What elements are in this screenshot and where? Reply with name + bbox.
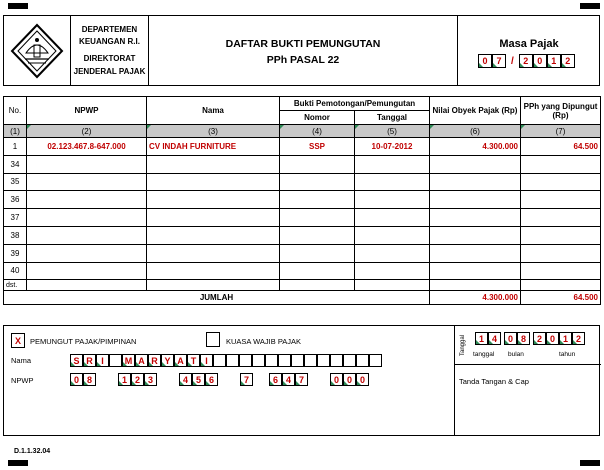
date-digit-box[interactable]: 8 xyxy=(517,332,530,345)
pemungut-checkbox[interactable]: X xyxy=(11,333,25,348)
dept-line-3: DIREKTORAT xyxy=(83,54,136,63)
dept-line-2: KEUANGAN R.I. xyxy=(79,37,140,46)
bukti-pemungutan-table xyxy=(3,96,601,305)
cell-pph[interactable] xyxy=(521,173,601,191)
nama-char-box[interactable] xyxy=(239,354,252,367)
cell-no[interactable]: 40 xyxy=(4,262,27,280)
col-number: (6) xyxy=(430,125,521,138)
cell-no[interactable]: 39 xyxy=(4,244,27,262)
cell-nomor[interactable] xyxy=(280,155,355,173)
col-header-nomor: Nomor xyxy=(280,111,355,125)
npwp-digit-box[interactable]: 8 xyxy=(83,373,96,386)
cell-nomor[interactable]: SSP xyxy=(280,138,355,156)
masa-separator: / xyxy=(511,55,514,67)
cell-nilai[interactable] xyxy=(430,262,521,280)
cell-nilai[interactable] xyxy=(430,226,521,244)
cell-nomor[interactable] xyxy=(280,173,355,191)
form-subtitle: PPh PASAL 22 xyxy=(266,54,340,66)
table-row xyxy=(4,262,601,280)
npwp-digit-box[interactable]: 0 xyxy=(356,373,369,386)
cell-npwp[interactable] xyxy=(27,173,147,191)
cell-nilai[interactable]: 4.300.000 xyxy=(430,138,521,156)
title-cell xyxy=(149,16,458,85)
nama-char-box[interactable]: I xyxy=(96,354,109,367)
date-sub-tahun: tahun xyxy=(559,351,576,358)
nama-char-box[interactable]: T xyxy=(187,354,200,367)
date-digit-box[interactable]: 1 xyxy=(475,332,488,345)
col-header-nilai: Nilai Obyek Pajak (Rp) xyxy=(430,97,521,125)
npwp-digit-box[interactable]: 7 xyxy=(240,373,253,386)
logo-cell xyxy=(4,16,71,85)
col-number: (3) xyxy=(147,125,280,138)
nama-char-box[interactable] xyxy=(252,354,265,367)
col-header-no: No. xyxy=(4,97,27,125)
npwp-group xyxy=(118,373,157,386)
signature-section xyxy=(3,325,600,436)
date-signature-panel xyxy=(455,326,601,435)
cell-npwp[interactable]: 02.123.467.8-647.000 xyxy=(27,138,147,156)
npwp-label: NPWP xyxy=(11,376,34,385)
cell-pph[interactable] xyxy=(521,262,601,280)
cell-nama[interactable] xyxy=(147,155,280,173)
cell-tanggal[interactable] xyxy=(355,226,430,244)
cell-pph[interactable]: 64.500 xyxy=(521,138,601,156)
npwp-digit-box[interactable]: 0 xyxy=(70,373,83,386)
cell-npwp[interactable] xyxy=(27,155,147,173)
masa-year-digit[interactable]: 0 xyxy=(533,54,547,68)
kuasa-checkbox[interactable] xyxy=(206,332,220,347)
masa-pajak-cell xyxy=(458,16,600,85)
cell-tanggal[interactable]: 10-07-2012 xyxy=(355,138,430,156)
date-sub-bulan: bulan xyxy=(508,351,524,358)
table-row xyxy=(4,155,601,173)
cell-pph[interactable] xyxy=(521,155,601,173)
npwp-digit-box[interactable]: 1 xyxy=(118,373,131,386)
col-header-bukti: Bukti Pemotongan/Pemungutan xyxy=(280,97,430,111)
table-row xyxy=(4,138,601,156)
nama-char-box[interactable] xyxy=(291,354,304,367)
nama-char-box[interactable] xyxy=(226,354,239,367)
nama-char-box[interactable]: A xyxy=(135,354,148,367)
nama-char-box[interactable] xyxy=(213,354,226,367)
corner-mark-top-left xyxy=(8,3,28,9)
col-header-nama: Nama xyxy=(147,97,280,125)
table-row xyxy=(4,226,601,244)
npwp-digit-box[interactable]: 4 xyxy=(179,373,192,386)
npwp-digit-box[interactable]: 0 xyxy=(330,373,343,386)
date-digit-box[interactable]: 2 xyxy=(533,332,546,345)
cell-npwp[interactable] xyxy=(27,191,147,209)
cell-no[interactable]: 38 xyxy=(4,226,27,244)
nama-char-box[interactable] xyxy=(369,354,382,367)
cell-tanggal[interactable] xyxy=(355,262,430,280)
cell-pph[interactable] xyxy=(521,209,601,227)
masa-pajak-label: Masa Pajak xyxy=(499,38,559,50)
garuda-emblem-icon xyxy=(9,23,65,79)
npwp-digit-box[interactable]: 3 xyxy=(144,373,157,386)
date-input[interactable] xyxy=(475,332,585,345)
corner-mark-bottom-left xyxy=(8,460,28,466)
table-row xyxy=(4,244,601,262)
dst-row xyxy=(4,280,601,291)
cell-npwp[interactable] xyxy=(27,262,147,280)
dst-cell xyxy=(430,280,521,291)
cell-nomor[interactable] xyxy=(280,244,355,262)
dst-cell xyxy=(27,280,147,291)
npwp-digit-box[interactable]: 5 xyxy=(192,373,205,386)
dept-line-4: JENDERAL PAJAK xyxy=(73,67,146,76)
dst-cell xyxy=(355,280,430,291)
cell-no[interactable]: 1 xyxy=(4,138,27,156)
npwp-group xyxy=(179,373,218,386)
cell-nilai[interactable] xyxy=(430,173,521,191)
cell-npwp[interactable] xyxy=(27,244,147,262)
npwp-group xyxy=(70,373,96,386)
tanggal-vertical-label: Tanggal xyxy=(460,334,466,356)
npwp-digit-box[interactable]: 6 xyxy=(205,373,218,386)
cell-nama[interactable]: CV INDAH FURNITURE xyxy=(147,138,280,156)
dst-cell xyxy=(521,280,601,291)
npwp-group xyxy=(330,373,369,386)
dst-cell xyxy=(280,280,355,291)
cell-nomor[interactable] xyxy=(280,209,355,227)
cell-pph[interactable] xyxy=(521,244,601,262)
signature-label: Tanda Tangan & Cap xyxy=(459,377,529,386)
nama-char-box[interactable]: A xyxy=(174,354,187,367)
col-header-tanggal: Tanggal xyxy=(355,111,430,125)
corner-mark-bottom-right xyxy=(580,460,600,466)
cell-no[interactable]: 37 xyxy=(4,209,27,227)
cell-nilai[interactable] xyxy=(430,155,521,173)
cell-nomor[interactable] xyxy=(280,191,355,209)
nama-char-box[interactable]: M xyxy=(122,354,135,367)
date-digit-box[interactable]: 0 xyxy=(504,332,517,345)
masa-pajak-value xyxy=(478,54,575,68)
form-header xyxy=(3,15,600,86)
form-title: DAFTAR BUKTI PEMUNGUTAN xyxy=(225,38,381,50)
nama-char-box[interactable] xyxy=(109,354,122,367)
cell-npwp[interactable] xyxy=(27,226,147,244)
nama-char-box[interactable]: R xyxy=(148,354,161,367)
cell-nomor[interactable] xyxy=(280,226,355,244)
nama-char-box[interactable] xyxy=(304,354,317,367)
col-header-npwp: NPWP xyxy=(27,97,147,125)
npwp-group xyxy=(269,373,308,386)
col-number: (1) xyxy=(4,125,27,138)
jumlah-total-pph: 64.500 xyxy=(521,291,601,305)
dept-line-1: DEPARTEMEN xyxy=(81,25,138,34)
column-number-row xyxy=(4,125,601,138)
npwp-digit-box[interactable]: 4 xyxy=(282,373,295,386)
npwp-digit-box[interactable]: 7 xyxy=(295,373,308,386)
date-digit-box[interactable]: 0 xyxy=(546,332,559,345)
cell-nilai[interactable] xyxy=(430,191,521,209)
corner-mark-top-right xyxy=(580,3,600,9)
nama-char-box[interactable] xyxy=(265,354,278,367)
cell-nama[interactable] xyxy=(147,226,280,244)
masa-year-digit[interactable]: 2 xyxy=(561,54,575,68)
cell-nilai[interactable] xyxy=(430,209,521,227)
npwp-group xyxy=(240,373,253,386)
npwp-digit-box[interactable]: 0 xyxy=(343,373,356,386)
cell-npwp[interactable] xyxy=(27,209,147,227)
jumlah-total-nilai: 4.300.000 xyxy=(430,291,521,305)
cell-nama[interactable] xyxy=(147,191,280,209)
dst-cell xyxy=(147,280,280,291)
nama-char-box[interactable] xyxy=(343,354,356,367)
cell-nomor[interactable] xyxy=(280,262,355,280)
nama-char-box[interactable] xyxy=(317,354,330,367)
date-sub-tanggal: tanggal xyxy=(473,351,495,358)
nama-char-box[interactable] xyxy=(330,354,343,367)
table-row xyxy=(4,209,601,227)
nama-char-box[interactable]: I xyxy=(200,354,213,367)
cell-nama[interactable] xyxy=(147,262,280,280)
col-number: (4) xyxy=(280,125,355,138)
table-row xyxy=(4,191,601,209)
cell-nama[interactable] xyxy=(147,173,280,191)
department-cell xyxy=(71,16,149,85)
nama-input[interactable] xyxy=(70,354,382,367)
masa-year-digit[interactable]: 2 xyxy=(519,54,533,68)
cell-tanggal[interactable] xyxy=(355,244,430,262)
col-number: (2) xyxy=(27,125,147,138)
date-digit-box[interactable]: 1 xyxy=(559,332,572,345)
date-digit-box[interactable]: 2 xyxy=(572,332,585,345)
cell-nama[interactable] xyxy=(147,209,280,227)
cell-pph[interactable] xyxy=(521,191,601,209)
cell-tanggal[interactable] xyxy=(355,209,430,227)
kuasa-label: KUASA WAJIB PAJAK xyxy=(226,337,302,346)
col-number: (7) xyxy=(521,125,601,138)
nama-char-box[interactable]: S xyxy=(70,354,83,367)
masa-month-digit[interactable]: 0 xyxy=(478,54,492,68)
signer-identity-panel xyxy=(4,326,455,435)
table-row xyxy=(4,173,601,191)
pemungut-label: PEMUNGUT PAJAK/PIMPINAN xyxy=(30,337,137,346)
masa-month-digit[interactable]: 7 xyxy=(492,54,506,68)
nama-char-box[interactable] xyxy=(356,354,369,367)
cell-no[interactable]: 36 xyxy=(4,191,27,209)
nama-char-box[interactable]: Y xyxy=(161,354,174,367)
nama-char-box[interactable] xyxy=(278,354,291,367)
cell-tanggal[interactable] xyxy=(355,191,430,209)
form-code: D.1.1.32.04 xyxy=(14,448,51,455)
npwp-digit-box[interactable]: 6 xyxy=(269,373,282,386)
masa-year-digit[interactable]: 1 xyxy=(547,54,561,68)
jumlah-label: JUMLAH xyxy=(4,291,430,305)
cell-nilai[interactable] xyxy=(430,244,521,262)
cell-no[interactable]: 35 xyxy=(4,173,27,191)
cell-no[interactable]: 34 xyxy=(4,155,27,173)
cell-tanggal[interactable] xyxy=(355,155,430,173)
nama-label: Nama xyxy=(11,356,32,365)
col-number: (5) xyxy=(355,125,430,138)
cell-nama[interactable] xyxy=(147,244,280,262)
npwp-digit-box[interactable]: 2 xyxy=(131,373,144,386)
date-block xyxy=(455,326,601,365)
nama-char-box[interactable]: R xyxy=(83,354,96,367)
col-header-pph: PPh yang Dipungut (Rp) xyxy=(521,97,601,125)
jumlah-row xyxy=(4,291,601,305)
date-digit-box[interactable]: 4 xyxy=(488,332,501,345)
cell-tanggal[interactable] xyxy=(355,173,430,191)
dst-label: dst. xyxy=(4,280,27,291)
cell-pph[interactable] xyxy=(521,226,601,244)
